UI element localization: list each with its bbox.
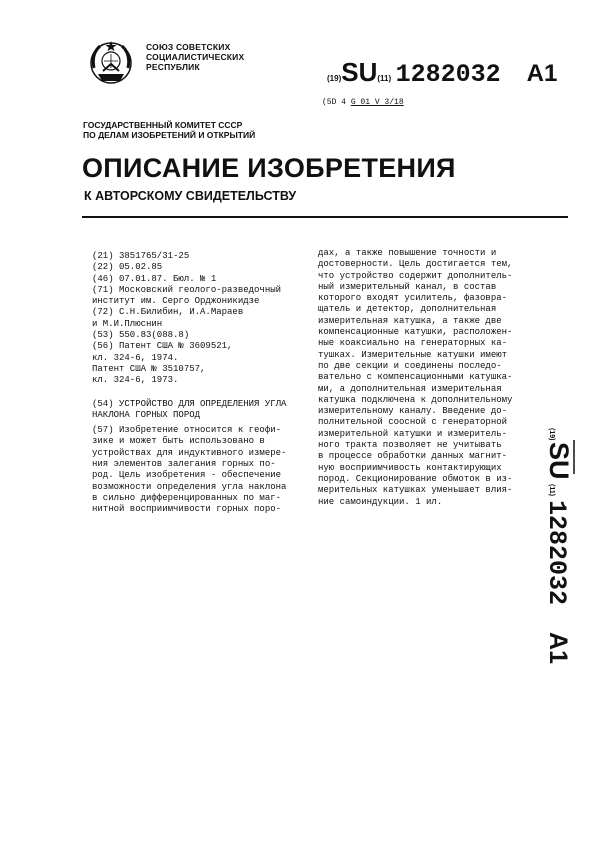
abstract-line: которого входят усилитель, фазовра-: [318, 293, 508, 304]
union-line: СОЮЗ СОВЕТСКИХ: [146, 42, 231, 52]
abstract-line: достоверности. Цель достигается тем,: [318, 259, 513, 270]
ipc-classification: [322, 98, 404, 107]
abstract-line: полнительной соосной с генераторной: [318, 417, 508, 428]
left-column: [92, 251, 286, 516]
abstract-line: нитной восприимчивости горных поро-: [92, 504, 282, 515]
abstract-line: зике и может быть использовано в: [92, 436, 265, 447]
biblio-line: (72) С.Н.Билибин, И.А.Мараев: [92, 307, 244, 318]
invention-title-line: (54) УСТРОЙСТВО ДЛЯ ОПРЕДЕЛЕНИЯ УГЛА: [92, 398, 287, 409]
abstract-line: в сильно дифференцированных по маг-: [92, 492, 282, 503]
union-line: СОЦИАЛИСТИЧЕСКИХ: [146, 52, 245, 62]
biblio-line: Патент США № 3510757,: [92, 363, 206, 374]
ussr-emblem: [88, 38, 134, 88]
abstract-line: щатель и детектор, дополнительная: [318, 304, 497, 315]
abstract-line: возможности определения угла наклона: [92, 481, 287, 492]
abstract-line: измерительной катушки и измеритель-: [318, 428, 508, 439]
abstract-line: род. Цель изобретения - обеспечение: [92, 470, 282, 481]
patent-number: 1282032: [395, 60, 501, 89]
country-code: SU: [341, 57, 378, 87]
abstract-line: (57) Изобретение относится к геофи-: [92, 425, 282, 436]
committee-line: ПО ДЕЛАМ ИЗОБРЕТЕНИЙ И ОТКРЫТИЙ: [83, 130, 256, 140]
right-column: [318, 248, 512, 508]
abstract-line: мерительных катушках уменьшает влия-: [318, 485, 513, 496]
abstract-line: по две секции и соединены последо-: [318, 360, 502, 371]
vertical-publication-number: [540, 426, 580, 676]
abstract-line: ми, а дополнительная измерительная: [318, 383, 502, 394]
abstract-line: измерительному каналу. Введение до-: [318, 406, 508, 417]
abstract-line: катушка подключена к дополнительному: [318, 394, 513, 405]
biblio-line: (21) 3851765/31-25: [92, 251, 190, 261]
biblio-line: (46) 07.01.87. Бюл. № 1: [92, 273, 217, 284]
biblio-line: (53) 550.83(088.8): [92, 330, 190, 341]
abstract-line: измерительная катушка, а также две: [318, 315, 502, 326]
publication-number: [327, 57, 557, 89]
abstract-line: пород. Секционирование обмоток в из-: [318, 473, 513, 484]
vertical-kind: A1: [544, 632, 572, 664]
vertical-code-11: (11): [548, 484, 555, 497]
document-subtitle: К АВТОРСКОМУ СВИДЕТЕЛЬСТВУ: [84, 189, 297, 203]
committee-line: ГОСУДАРСТВЕННЫЙ КОМИТЕТ СССР: [83, 120, 243, 130]
abstract-line: устройствах для индуктивного измере-: [92, 447, 287, 458]
abstract-line: ние самоиндукции. 1 ил.: [318, 496, 443, 507]
abstract-line: дах, а также повышение точности и: [318, 248, 497, 258]
code-11: (11): [377, 74, 392, 83]
ipc-class: G 01 V 3/18: [350, 98, 404, 107]
abstract-line: вательно с компенсационными катушка-: [318, 372, 513, 383]
abstract-line: в процессе обработки данных магнит-: [318, 451, 508, 462]
vertical-number: 1282032: [542, 500, 571, 606]
biblio-line: (22) 05.02.85: [92, 262, 163, 273]
biblio-line: и М.И.Плюснин: [92, 318, 163, 329]
abstract-line: тушках. Измерительные катушки имеют: [318, 349, 508, 360]
vertical-country: SU: [544, 442, 574, 480]
abstract-line: компенсационные катушки, расположен-: [318, 327, 513, 338]
abstract-line: что устройство содержит дополнитель-: [318, 270, 513, 281]
union-name: [146, 42, 244, 72]
biblio-line: (71) Московский геолого-разведочный: [92, 284, 282, 295]
union-line: РЕСПУБЛИК: [146, 62, 200, 72]
abstract-line: ную восприимчивость контактирующих: [318, 462, 502, 473]
biblio-line: (56) Патент США № 3609521,: [92, 341, 233, 352]
ipc-prefix: (5D 4: [322, 98, 347, 107]
kind-code: A1: [526, 60, 558, 87]
header-divider: [82, 216, 568, 218]
code-19: (19): [327, 74, 342, 83]
abstract-line: ного тракта позволяет не учитывать: [318, 440, 502, 451]
invention-title-line: НАКЛОНА ГОРНЫХ ПОРОД: [92, 409, 201, 420]
abstract-line: ния элементов залегания горных по-: [92, 459, 276, 470]
document-title: ОПИСАНИЕ ИЗОБРЕТЕНИЯ: [82, 153, 456, 183]
abstract-line: ные коаксиально на генераторных ка-: [318, 338, 508, 349]
biblio-line: кл. 324-6, 1974.: [92, 352, 179, 363]
biblio-line: кл. 324-6, 1973.: [92, 375, 179, 386]
biblio-line: институт им. Серго Орджоникидзе: [92, 296, 260, 307]
committee: [83, 120, 255, 140]
vertical-code-19: (19): [548, 428, 555, 441]
abstract-line: ный измерительный канал, в состав: [318, 281, 497, 292]
